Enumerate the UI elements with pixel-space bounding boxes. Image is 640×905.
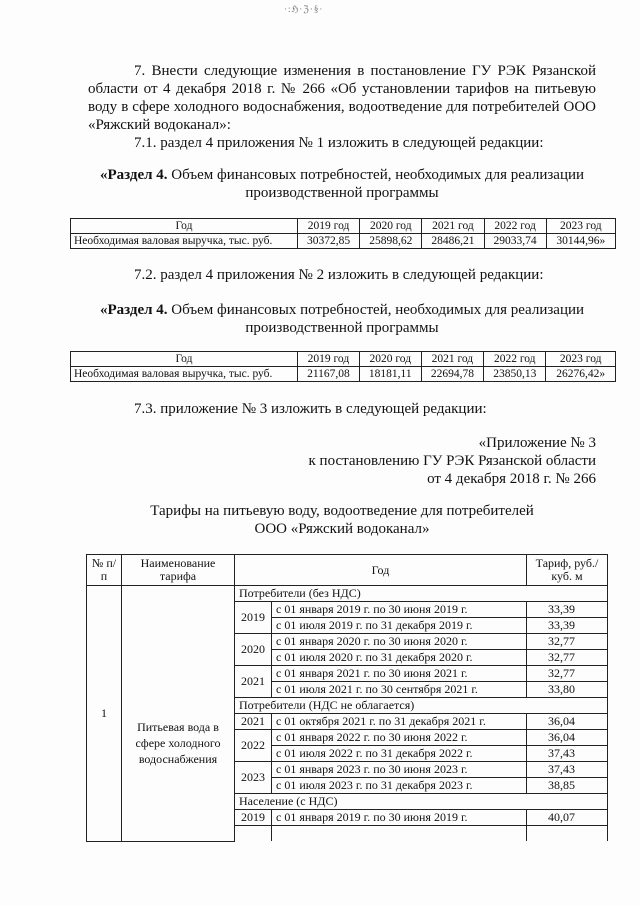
table-header-row [71, 219, 616, 234]
tariffs-title [88, 502, 596, 538]
tariff-value: 32,77 [527, 634, 608, 650]
group-label: Потребители (без НДС) [235, 586, 608, 602]
header-year: Год [71, 219, 298, 234]
header-year: Год [235, 555, 527, 586]
period-cell: с 01 июля 2019 г. по 31 декабря 2019 г. [272, 618, 527, 634]
header-2021: 2021 год [422, 219, 484, 234]
item-7-text: 7. Внести следующие изменения в постановление ГУ РЭК Рязанской области от 4 декабря 2018 г. № 266 «Об установлении тарифов на питьевую воду в сфере холодного водоснабжения, водоотведение для потребителей ООО «Ряжский водоканал»: [88, 63, 596, 133]
period-cell: с 01 июля 2022 г. по 31 декабря 2022 г. [272, 746, 527, 762]
value-2021: 22694,78 [421, 367, 483, 382]
period-cell: с 01 октября 2021 г. по 31 декабря 2021 г. [272, 714, 527, 730]
period-cell: с 01 января 2022 г. по 30 июня 2022 г. [272, 730, 527, 746]
row-number: 1 [87, 586, 122, 842]
header-2023: 2023 год [546, 352, 616, 367]
financial-table-1 [70, 218, 616, 249]
appendix-line-1: «Приложение № 3 [478, 435, 596, 451]
tariffs-title-line-1: Тарифы на питьевую воду, водоотведение для потребителей [150, 503, 534, 519]
tariff-value: 37,43 [527, 746, 608, 762]
period-cell: с 01 января 2020 г. по 30 июня 2020 г. [272, 634, 527, 650]
tariff-header-row [87, 555, 608, 586]
tariffs-title-line-2: ООО «Ряжский водоканал» [254, 521, 430, 537]
group-label: Потребители (НДС не облагается) [235, 698, 608, 714]
continued-cell [272, 826, 527, 842]
item-7-1-text: 7.1. раздел 4 приложения № 1 изложить в следующей редакции: [134, 135, 544, 151]
header-name: Наименование тарифа [122, 555, 235, 586]
row-label: Необходимая валовая выручка, тыс. руб. [71, 234, 298, 249]
header-number: № п/п [87, 555, 122, 586]
tariff-value: 38,85 [527, 778, 608, 794]
tariff-name: Питьевая вода в сфере холодного водоснабжения [122, 586, 235, 842]
period-cell: с 01 июля 2023 г. по 31 декабря 2023 г. [272, 778, 527, 794]
value-2019: 21167,08 [298, 367, 360, 382]
tariff-value: 32,77 [527, 666, 608, 682]
item-7-3-text: 7.3. приложение № 3 изложить в следующей редакции: [134, 401, 487, 417]
header-2023: 2023 год [546, 219, 615, 234]
year-cell: 2020 [235, 634, 272, 666]
group-label: Население (с НДС) [235, 794, 608, 810]
header-2022: 2022 год [484, 352, 546, 367]
value-2022: 23850,13 [484, 367, 546, 382]
header-2020: 2020 год [360, 219, 422, 234]
tariff-value: 37,43 [527, 762, 608, 778]
header-2020: 2020 год [359, 352, 421, 367]
item-7-2-text: 7.2. раздел 4 приложения № 2 изложить в следующей редакции: [134, 267, 544, 283]
table-row [71, 234, 616, 249]
header-2021: 2021 год [421, 352, 483, 367]
section-1-title: Объем финансовых потребностей, необходимых для реализации производственной программы [167, 167, 585, 201]
year-cell: 2021 [235, 666, 272, 698]
appendix-line-2: к постановлению ГУ РЭК Рязанской области [308, 453, 596, 469]
year-cell: 2021 [235, 714, 272, 730]
value-2023: 26276,42» [546, 367, 616, 382]
tariff-value: 36,04 [527, 730, 608, 746]
value-2020: 25898,62 [360, 234, 422, 249]
row-label: Необходимая валовая выручка, тыс. руб. [71, 367, 298, 382]
value-2019: 30372,85 [298, 234, 360, 249]
year-cell: 2022 [235, 730, 272, 762]
tariff-value: 32,77 [527, 650, 608, 666]
tariff-value: 40,07 [527, 810, 608, 826]
header-year: Год [71, 352, 298, 367]
year-cell: 2023 [235, 762, 272, 794]
header-stamp: ·:ℌ·ℨ·§· [284, 4, 324, 14]
header-2019: 2019 год [298, 352, 360, 367]
table-row [87, 586, 608, 602]
financial-table-2 [70, 351, 616, 382]
value-2020: 18181,11 [359, 367, 421, 382]
table-row [71, 367, 616, 382]
header-tariff: Тариф, руб./куб. м [527, 555, 608, 586]
tariff-value: 33,80 [527, 682, 608, 698]
header-2019: 2019 год [298, 219, 360, 234]
period-cell: с 01 января 2021 г. по 30 июня 2021 г. [272, 666, 527, 682]
header-2022: 2022 год [484, 219, 546, 234]
year-cell: 2019 [235, 810, 272, 826]
appendix-reference [250, 434, 596, 488]
section-1-label: «Раздел 4. [99, 167, 168, 183]
tariff-value: 33,39 [527, 618, 608, 634]
tariff-table [86, 554, 608, 842]
period-cell: с 01 июля 2020 г. по 31 декабря 2020 г. [272, 650, 527, 666]
continued-cell [527, 826, 608, 842]
year-cell: 2019 [235, 602, 272, 634]
section-2-label: «Раздел 4. [99, 302, 168, 318]
value-2022: 29033,74 [484, 234, 546, 249]
period-cell: с 01 июля 2021 г. по 30 сентября 2021 г. [272, 682, 527, 698]
period-cell: с 01 января 2019 г. по 30 июня 2019 г. [272, 602, 527, 618]
period-cell: с 01 января 2019 г. по 30 июня 2019 г. [272, 810, 527, 826]
value-2023: 30144,96» [546, 234, 615, 249]
section-1-heading [88, 166, 596, 202]
period-cell: с 01 января 2023 г. по 30 июня 2023 г. [272, 762, 527, 778]
tariff-value: 36,04 [527, 714, 608, 730]
continued-cell [235, 826, 272, 842]
tariff-value: 33,39 [527, 602, 608, 618]
section-2-heading [88, 301, 596, 337]
section-2-title: Объем финансовых потребностей, необходимых для реализации производственной программы [167, 302, 585, 336]
appendix-line-3: от 4 декабря 2018 г. № 266 [427, 471, 596, 487]
value-2021: 28486,21 [422, 234, 484, 249]
table-header-row [71, 352, 616, 367]
